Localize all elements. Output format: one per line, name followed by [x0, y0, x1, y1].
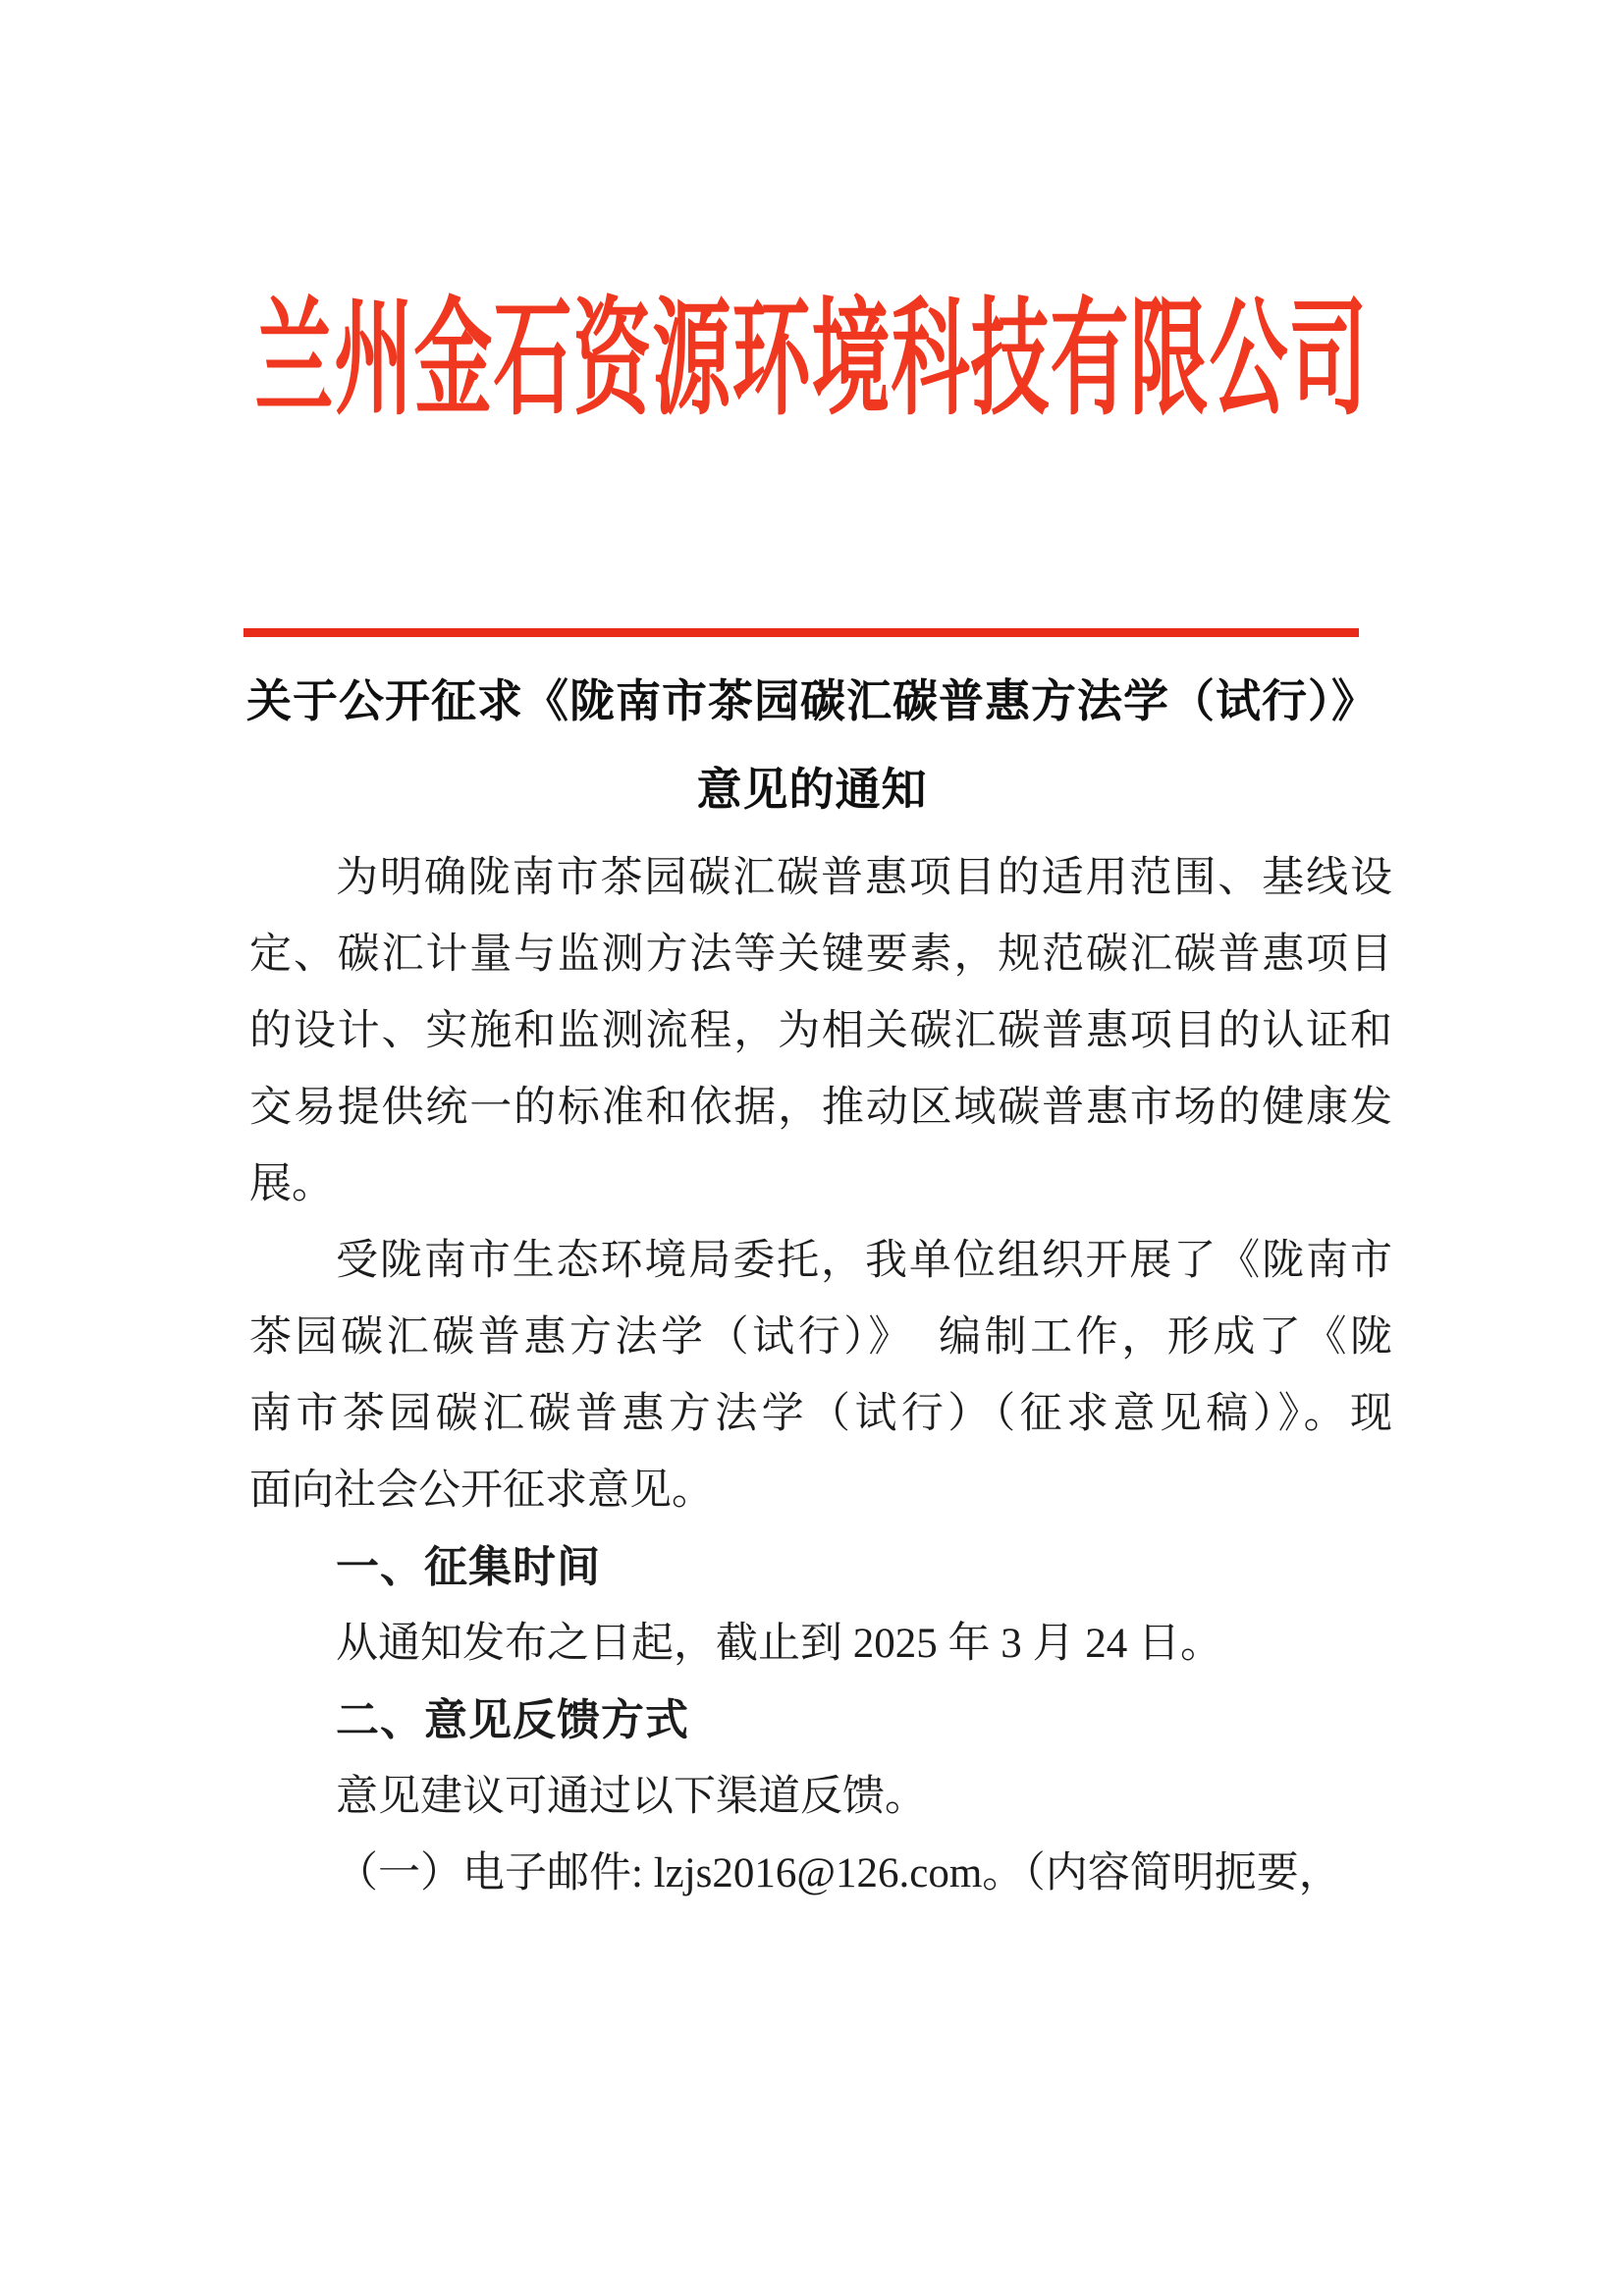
body-line: 茶园碳汇碳普惠方法学（试行）》 编制工作，形成了《陇	[249, 1314, 1392, 1361]
body-line: 的设计、实施和监测流程，为相关碳汇碳普惠项目的认证和	[249, 1008, 1392, 1054]
body-line: 受陇南市生态环境局委托，我单位组织开展了《陇南市	[336, 1238, 1392, 1284]
section-heading-collection-time: 一、征集时间	[336, 1543, 601, 1591]
body-line: 交易提供统一的标准和依据，推动区域碳普惠市场的健康发	[249, 1085, 1392, 1131]
contact-line-prefix: （一）电子邮件:	[336, 1850, 654, 1896]
body-line: 南市茶园碳汇碳普惠方法学（试行）（征求意见稿）》。现	[249, 1391, 1392, 1437]
body-line: 为明确陇南市茶园碳汇碳普惠项目的适用范围、基线设	[336, 855, 1392, 901]
section-heading-feedback-method: 二、意见反馈方式	[336, 1696, 689, 1744]
letterhead-company-name: 兰州金石资源环境科技有限公司	[254, 291, 1369, 432]
body-line: 定、碳汇计量与监测方法等关键要素，规范碳汇碳普惠项目	[249, 932, 1392, 978]
body-line: 展。	[249, 1161, 334, 1207]
email-address: lzjs2016@126.com	[653, 1850, 983, 1896]
letterhead-divider	[243, 628, 1359, 637]
notice-title-line-2: 意见的通知	[696, 765, 928, 815]
body-line: 面向社会公开征求意见。	[249, 1468, 714, 1514]
contact-line	[249, 1836, 1392, 1912]
notice-title	[232, 658, 1392, 834]
contact-line-suffix: 。（内容简明扼要，	[982, 1850, 1341, 1896]
notice-body	[249, 840, 1392, 1912]
notice-title-line-1: 关于公开征求《陇南市茶园碳汇碳普惠方法学（试行）》	[246, 676, 1378, 726]
body-line: 意见建议可通过以下渠道反馈。	[336, 1774, 927, 1820]
body-line-deadline: 从通知发布之日起，截止到 2025 年 3 月 24 日。	[336, 1621, 1222, 1667]
